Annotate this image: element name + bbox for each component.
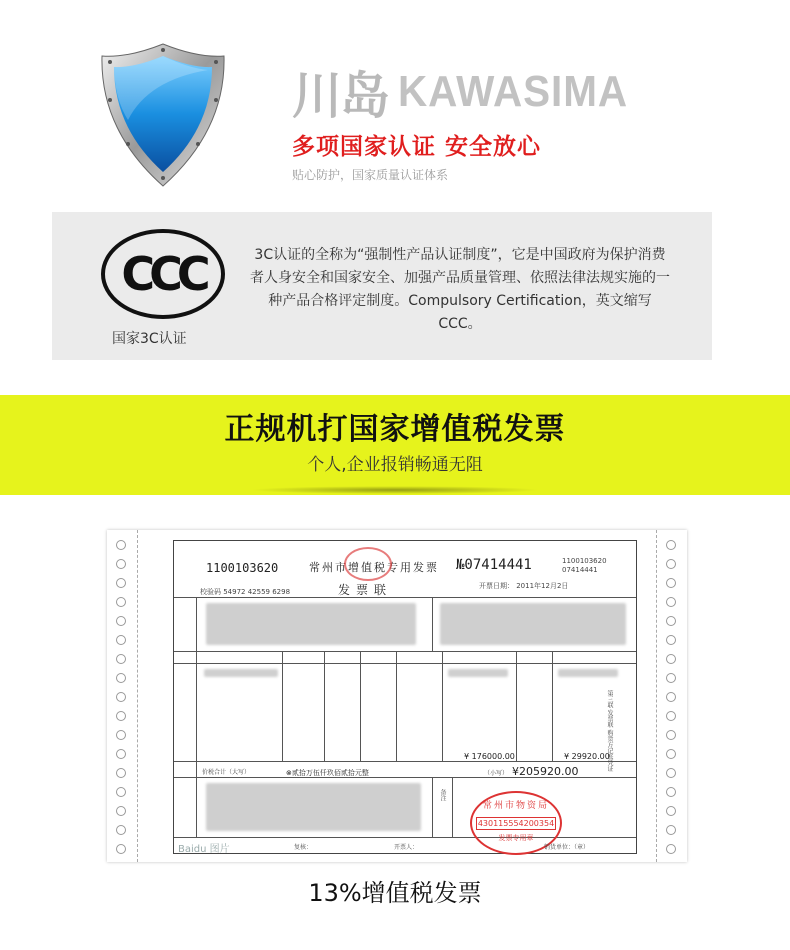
feed-hole <box>666 692 676 702</box>
feed-hole <box>116 654 126 664</box>
feed-hole <box>666 825 676 835</box>
grid-line <box>432 777 433 837</box>
ccc-logo-icon <box>100 228 226 320</box>
password-area-blurred <box>440 603 626 645</box>
total-value: ¥205920.00 <box>512 765 579 778</box>
grid-line <box>442 651 443 761</box>
invoice-date: 开票日期： 2011年12月2日 <box>479 582 569 590</box>
feed-hole <box>666 654 676 664</box>
feed-hole <box>116 806 126 816</box>
seal-type: 发票专用章 <box>498 834 534 842</box>
copy-side-label: 第三联 发票联 购货方记账凭证 <box>606 690 613 772</box>
grid-line <box>552 651 553 761</box>
feed-hole <box>116 559 126 569</box>
feed-hole <box>666 540 676 550</box>
banner-title: 正规机打国家增值税发票 <box>224 412 566 447</box>
issuer-label: 开票人： <box>394 844 419 851</box>
notes-label: 备注 <box>439 789 446 801</box>
grid-line <box>174 663 636 664</box>
invoice-copy-label: 发票联 <box>338 583 393 597</box>
feed-hole <box>116 825 126 835</box>
invoice-check-code: 校验码 54972 42559 6298 <box>200 588 291 596</box>
feed-hole <box>666 844 676 854</box>
feed-hole <box>116 616 126 626</box>
ccc-description: 3C认证的全称为“强制性产品认证制度”，它是中国政府为保护消费者人身安全和国家安全、加强产品质量管理、依照法律法规实施的一种产品合格评定制度。Compulsory Certification，英文缩写CCC。 <box>250 247 670 332</box>
feed-hole <box>666 559 676 569</box>
feed-hole <box>116 692 126 702</box>
invoice-code: 1100103620 <box>206 561 279 575</box>
grid-line <box>174 597 636 598</box>
svg-text:CCC: CCC <box>121 247 205 301</box>
banner-subtitle: 个人,企业报销畅通无阻 <box>307 455 483 475</box>
grid-line <box>174 837 636 838</box>
total-words: ⊗贰拾万伍仟玖佰贰拾元整 <box>286 769 369 777</box>
reviewer-label: 复核： <box>294 844 313 851</box>
grid-line <box>196 597 197 837</box>
grid-line <box>396 651 397 761</box>
grid-line <box>174 761 636 762</box>
item-name-blurred <box>204 669 278 677</box>
feed-hole <box>116 749 126 759</box>
amount-value: ¥ 176000.00 <box>464 752 515 761</box>
seal-name: 常州市物资局 <box>482 801 549 811</box>
watermark: Baidu 图片 <box>178 844 230 855</box>
feed-hole <box>666 616 676 626</box>
feed-hole <box>666 806 676 816</box>
feed-hole <box>116 635 126 645</box>
feed-hole <box>116 673 126 683</box>
total-words-label: 价税合计（大写） <box>202 769 251 776</box>
feed-hole <box>666 635 676 645</box>
feed-hole <box>116 540 126 550</box>
ccc-caption: 国家3C认证 <box>112 331 187 347</box>
feed-hole <box>116 844 126 854</box>
feed-hole <box>666 711 676 721</box>
feed-hole <box>116 730 126 740</box>
tractor-strip-left <box>107 530 138 862</box>
buyer-info-blurred <box>206 603 416 645</box>
seller-info-blurred <box>206 783 421 831</box>
tax-value: ¥ 29920.00 <box>564 752 610 761</box>
grid-line <box>360 651 361 761</box>
feed-hole <box>666 578 676 588</box>
ccc-panel <box>52 212 712 360</box>
invoice-title: 常州市增值税专用发票 <box>309 561 439 574</box>
feed-hole <box>116 711 126 721</box>
invoice-code-small: 1100103620 <box>562 557 607 565</box>
shield-icon <box>98 40 228 190</box>
invoice-image <box>107 530 687 862</box>
invoice-number-small: 07414441 <box>562 566 598 574</box>
feed-hole <box>666 749 676 759</box>
grid-line <box>174 651 636 652</box>
feed-hole <box>666 730 676 740</box>
seller-label: 销货单位：（章） <box>544 844 590 851</box>
item-amount-blurred <box>448 669 508 677</box>
subslogan: 贴心防护，国家质量认证体系 <box>292 168 449 182</box>
brand-name-cn: 川岛 <box>292 67 388 125</box>
feed-hole <box>116 768 126 778</box>
feed-hole <box>116 578 126 588</box>
item-tax-blurred <box>558 669 618 677</box>
grid-line <box>432 597 433 651</box>
feed-hole <box>666 787 676 797</box>
banner-shadow <box>250 486 540 494</box>
total-small-label: （小写） <box>484 770 509 777</box>
invoice-caption: 13%增值税发票 <box>308 879 482 907</box>
feed-hole <box>666 673 676 683</box>
invoice-number: №07414441 <box>456 557 532 573</box>
brand-name-en: KAWASIMA <box>398 67 628 116</box>
feed-hole <box>666 768 676 778</box>
grid-line <box>516 651 517 761</box>
feed-hole <box>116 787 126 797</box>
feed-hole <box>666 597 676 607</box>
slogan: 多项国家认证 安全放心 <box>292 134 542 160</box>
invoice-form <box>173 540 637 854</box>
title-seal <box>344 547 392 581</box>
grid-line <box>452 777 453 837</box>
feed-hole <box>116 597 126 607</box>
grid-line <box>282 651 283 761</box>
seal-code: 430115554200354 <box>477 819 555 828</box>
tractor-strip-right <box>656 530 687 862</box>
brand-logo <box>292 62 648 125</box>
grid-line <box>324 651 325 761</box>
